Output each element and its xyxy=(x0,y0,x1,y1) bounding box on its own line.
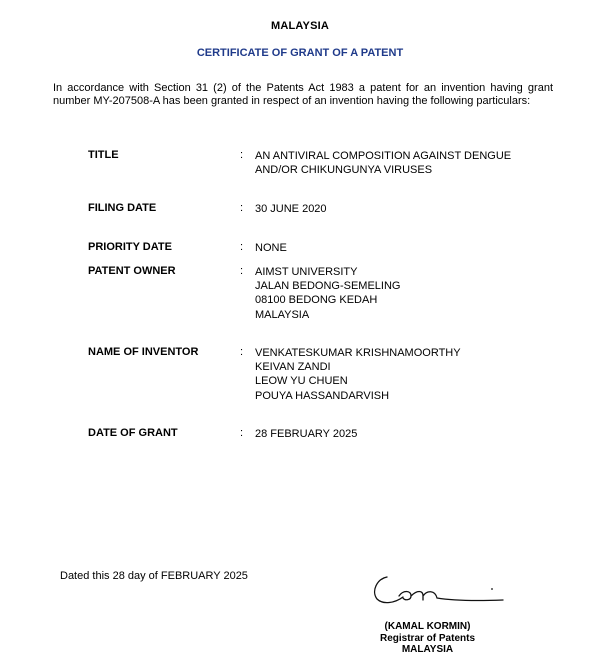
priority-date-label: PRIORITY DATE xyxy=(88,241,172,253)
inventor-line: VENKATESKUMAR KRISHNAMOORTHY xyxy=(255,347,461,359)
patent-owner-label: PATENT OWNER xyxy=(88,265,176,277)
inventor-colon: : xyxy=(240,346,244,358)
filing-date-value: 30 JUNE 2020 xyxy=(255,203,327,215)
inventor-line: POUYA HASSANDARVISH xyxy=(255,389,390,402)
registrar-block xyxy=(360,621,495,656)
filing-date-label: FILING DATE xyxy=(88,202,157,214)
title-label: TITLE xyxy=(88,149,119,161)
owner-line: AIMST UNIVERSITY xyxy=(255,266,358,278)
filing-date-colon: : xyxy=(240,202,244,214)
owner-line: 08100 BEDONG KEDAH xyxy=(255,294,378,307)
title-line: AND/OR CHIKUNGUNYA VIRUSES xyxy=(255,164,433,177)
signatory-title: Registrar of Patents xyxy=(379,632,476,644)
registrar-signature xyxy=(365,563,515,613)
dated-line: Dated this 28 day of FEBRUARY 2025 xyxy=(60,570,248,582)
inventor-line: LEOW YU CHUEN xyxy=(255,375,348,388)
title-value xyxy=(255,149,585,177)
country-heading: MALAYSIA xyxy=(270,20,330,32)
certificate-title: CERTIFICATE OF GRANT OF A PATENT xyxy=(196,47,404,59)
grant-date-value: 28 FEBRUARY 2025 xyxy=(255,428,358,440)
inventor-label: NAME OF INVENTOR xyxy=(88,346,199,358)
owner-line: MALAYSIA xyxy=(255,308,310,321)
signatory-country: MALAYSIA xyxy=(401,644,454,655)
patent-owner-colon: : xyxy=(240,265,244,277)
grant-date-label: DATE OF GRANT xyxy=(88,427,178,439)
title-colon: : xyxy=(240,149,244,161)
title-line: AN ANTIVIRAL COMPOSITION AGAINST DENGUE xyxy=(255,150,512,162)
priority-date-value: NONE xyxy=(255,242,287,254)
inventor-value xyxy=(255,346,585,403)
patent-owner-value xyxy=(255,265,585,322)
signatory-name: (KAMAL KORMIN) xyxy=(384,621,471,632)
grant-date-colon: : xyxy=(240,427,244,439)
priority-date-colon: : xyxy=(240,241,244,253)
inventor-line: KEIVAN ZANDI xyxy=(255,361,331,374)
owner-line: JALAN BEDONG-SEMELING xyxy=(255,280,401,293)
intro-paragraph: In accordance with Section 31 (2) of the Patents Act 1983 a patent for an invention having grant number MY-207508-A has been granted in respect of an invention having the following particulars: xyxy=(53,82,553,107)
